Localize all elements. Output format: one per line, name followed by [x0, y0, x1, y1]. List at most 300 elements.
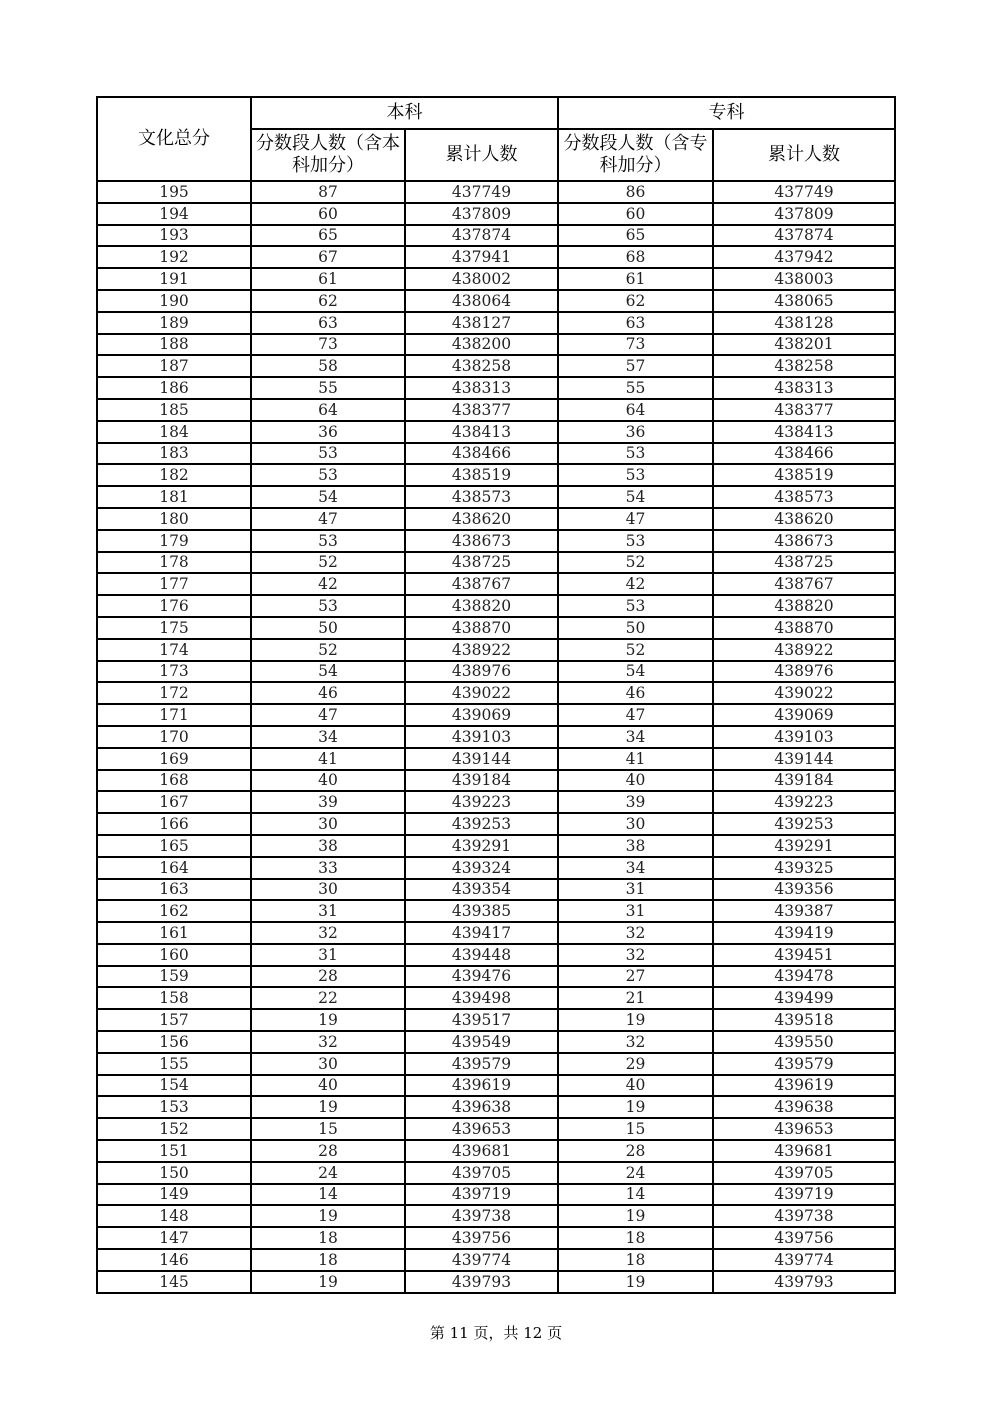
cell-college-cumulative: 439774 [713, 1249, 895, 1271]
cell-total-score: 146 [97, 1249, 251, 1271]
cell-college-cumulative: 439579 [713, 1053, 895, 1075]
cell-college-cumulative: 438466 [713, 443, 895, 465]
cell-college-segment: 29 [558, 1053, 713, 1075]
cell-undergrad-segment: 19 [251, 1009, 405, 1031]
cell-undergrad-cumulative: 439517 [405, 1009, 558, 1031]
cell-undergrad-segment: 19 [251, 1271, 405, 1293]
page-number-footer: 第 11 页，共 12 页 [429, 1324, 563, 1342]
cell-college-cumulative: 439184 [713, 770, 895, 792]
cell-undergrad-cumulative: 439705 [405, 1162, 558, 1184]
table-row [97, 900, 895, 922]
cell-undergrad-cumulative: 439223 [405, 791, 558, 813]
cell-undergrad-cumulative: 437749 [405, 181, 558, 203]
cell-college-segment: 55 [558, 377, 713, 399]
cell-total-score: 171 [97, 704, 251, 726]
table-row [97, 1227, 895, 1249]
cell-total-score: 194 [97, 203, 251, 225]
cell-undergrad-cumulative: 439103 [405, 726, 558, 748]
cell-total-score: 187 [97, 355, 251, 377]
cell-total-score: 183 [97, 443, 251, 465]
table-row [97, 1184, 895, 1206]
cell-undergrad-segment: 52 [251, 639, 405, 661]
cell-undergrad-cumulative: 438767 [405, 573, 558, 595]
cell-total-score: 190 [97, 290, 251, 312]
cell-college-cumulative: 438313 [713, 377, 895, 399]
cell-undergrad-cumulative: 439385 [405, 900, 558, 922]
cell-college-segment: 31 [558, 879, 713, 901]
cell-undergrad-segment: 30 [251, 1053, 405, 1075]
cell-total-score: 155 [97, 1053, 251, 1075]
cell-undergrad-segment: 34 [251, 726, 405, 748]
cell-undergrad-cumulative: 439738 [405, 1205, 558, 1227]
cell-undergrad-cumulative: 439756 [405, 1227, 558, 1249]
table-row [97, 181, 895, 203]
cell-total-score: 162 [97, 900, 251, 922]
cell-undergrad-cumulative: 437809 [405, 203, 558, 225]
cell-total-score: 186 [97, 377, 251, 399]
cell-total-score: 165 [97, 835, 251, 857]
cell-college-cumulative: 439719 [713, 1184, 895, 1206]
cell-college-segment: 46 [558, 682, 713, 704]
cell-college-cumulative: 439550 [713, 1031, 895, 1053]
cell-total-score: 167 [97, 791, 251, 813]
cell-undergrad-cumulative: 439579 [405, 1053, 558, 1075]
table-row [97, 922, 895, 944]
cell-college-segment: 27 [558, 966, 713, 988]
score-distribution-table [96, 96, 896, 1294]
cell-undergrad-cumulative: 439144 [405, 748, 558, 770]
table-row [97, 1075, 895, 1097]
table-row [97, 377, 895, 399]
cell-college-segment: 19 [558, 1271, 713, 1293]
table-row [97, 1162, 895, 1184]
cell-total-score: 154 [97, 1075, 251, 1097]
cell-college-segment: 38 [558, 835, 713, 857]
cell-college-cumulative: 439681 [713, 1140, 895, 1162]
cell-college-segment: 19 [558, 1205, 713, 1227]
cell-undergrad-segment: 28 [251, 1140, 405, 1162]
cell-undergrad-cumulative: 439476 [405, 966, 558, 988]
cell-undergrad-cumulative: 439253 [405, 813, 558, 835]
table-header [97, 97, 895, 181]
cell-undergrad-segment: 22 [251, 987, 405, 1009]
cell-college-cumulative: 439253 [713, 813, 895, 835]
cell-undergrad-segment: 53 [251, 464, 405, 486]
table-body [97, 181, 895, 1293]
cell-total-score: 152 [97, 1118, 251, 1140]
cell-undergrad-cumulative: 439498 [405, 987, 558, 1009]
cell-undergrad-cumulative: 437941 [405, 246, 558, 268]
cell-total-score: 151 [97, 1140, 251, 1162]
cell-undergrad-segment: 40 [251, 1075, 405, 1097]
cell-total-score: 147 [97, 1227, 251, 1249]
table-row [97, 1118, 895, 1140]
table-row [97, 312, 895, 334]
cell-college-segment: 54 [558, 661, 713, 683]
cell-college-segment: 15 [558, 1118, 713, 1140]
cell-undergrad-segment: 32 [251, 922, 405, 944]
table-row [97, 1271, 895, 1293]
table-row [97, 1249, 895, 1271]
cell-college-segment: 34 [558, 857, 713, 879]
table-row [97, 704, 895, 726]
cell-college-segment: 30 [558, 813, 713, 835]
cell-college-segment: 32 [558, 944, 713, 966]
cell-college-cumulative: 439738 [713, 1205, 895, 1227]
cell-college-cumulative: 439478 [713, 966, 895, 988]
table-row [97, 290, 895, 312]
cell-college-segment: 40 [558, 1075, 713, 1097]
table-row [97, 268, 895, 290]
cell-undergrad-segment: 64 [251, 399, 405, 421]
table-row [97, 552, 895, 574]
cell-undergrad-segment: 42 [251, 573, 405, 595]
cell-college-cumulative: 439291 [713, 835, 895, 857]
table-row [97, 835, 895, 857]
cell-undergrad-cumulative: 438258 [405, 355, 558, 377]
cell-undergrad-cumulative: 438413 [405, 421, 558, 443]
cell-college-cumulative: 438725 [713, 552, 895, 574]
cell-college-segment: 86 [558, 181, 713, 203]
table-row [97, 661, 895, 683]
cell-college-cumulative: 438201 [713, 334, 895, 356]
cell-college-cumulative: 438377 [713, 399, 895, 421]
table-row [97, 1205, 895, 1227]
cell-college-cumulative: 438413 [713, 421, 895, 443]
cell-total-score: 195 [97, 181, 251, 203]
cell-undergrad-segment: 15 [251, 1118, 405, 1140]
cell-total-score: 160 [97, 944, 251, 966]
cell-undergrad-cumulative: 439291 [405, 835, 558, 857]
table-row [97, 879, 895, 901]
cell-undergrad-cumulative: 439184 [405, 770, 558, 792]
cell-undergrad-cumulative: 439653 [405, 1118, 558, 1140]
cell-undergrad-segment: 31 [251, 944, 405, 966]
cell-total-score: 150 [97, 1162, 251, 1184]
cell-undergrad-cumulative: 438200 [405, 334, 558, 356]
cell-undergrad-segment: 36 [251, 421, 405, 443]
cell-undergrad-cumulative: 438976 [405, 661, 558, 683]
cell-undergrad-segment: 32 [251, 1031, 405, 1053]
cell-undergrad-segment: 73 [251, 334, 405, 356]
table-row [97, 1053, 895, 1075]
cell-undergrad-segment: 14 [251, 1184, 405, 1206]
cell-total-score: 168 [97, 770, 251, 792]
cell-college-cumulative: 438976 [713, 661, 895, 683]
cell-total-score: 161 [97, 922, 251, 944]
table-row [97, 421, 895, 443]
table-row [97, 203, 895, 225]
cell-college-segment: 31 [558, 900, 713, 922]
cell-undergrad-cumulative: 438377 [405, 399, 558, 421]
cell-college-cumulative: 439499 [713, 987, 895, 1009]
cell-college-segment: 61 [558, 268, 713, 290]
cell-college-segment: 32 [558, 922, 713, 944]
cell-college-segment: 54 [558, 486, 713, 508]
cell-undergrad-cumulative: 439774 [405, 1249, 558, 1271]
cell-college-cumulative: 439103 [713, 726, 895, 748]
cell-college-segment: 36 [558, 421, 713, 443]
cell-college-cumulative: 437942 [713, 246, 895, 268]
cell-college-segment: 63 [558, 312, 713, 334]
table-row [97, 944, 895, 966]
cell-college-segment: 18 [558, 1227, 713, 1249]
cell-undergrad-segment: 55 [251, 377, 405, 399]
cell-undergrad-cumulative: 439793 [405, 1271, 558, 1293]
cell-college-segment: 47 [558, 704, 713, 726]
cell-college-cumulative: 439387 [713, 900, 895, 922]
cell-total-score: 177 [97, 573, 251, 595]
cell-undergrad-segment: 40 [251, 770, 405, 792]
cell-college-segment: 41 [558, 748, 713, 770]
header-college-cumulative: 累计人数 [713, 129, 895, 181]
table-row [97, 399, 895, 421]
cell-college-cumulative: 437874 [713, 225, 895, 247]
cell-undergrad-segment: 53 [251, 595, 405, 617]
cell-total-score: 184 [97, 421, 251, 443]
header-total-score: 文化总分 [97, 97, 251, 181]
cell-total-score: 163 [97, 879, 251, 901]
cell-undergrad-cumulative: 438127 [405, 312, 558, 334]
cell-undergrad-segment: 52 [251, 552, 405, 574]
table-row [97, 682, 895, 704]
cell-college-segment: 68 [558, 246, 713, 268]
cell-college-cumulative: 439223 [713, 791, 895, 813]
cell-undergrad-segment: 47 [251, 704, 405, 726]
table-row [97, 748, 895, 770]
cell-college-cumulative: 438922 [713, 639, 895, 661]
table-row [97, 486, 895, 508]
table-row [97, 443, 895, 465]
cell-total-score: 170 [97, 726, 251, 748]
table-row [97, 966, 895, 988]
cell-college-segment: 32 [558, 1031, 713, 1053]
table-row [97, 246, 895, 268]
cell-undergrad-segment: 47 [251, 508, 405, 530]
cell-undergrad-segment: 60 [251, 203, 405, 225]
cell-undergrad-cumulative: 439448 [405, 944, 558, 966]
table-row [97, 791, 895, 813]
cell-college-cumulative: 438673 [713, 530, 895, 552]
header-college-group: 专科 [558, 97, 895, 129]
cell-undergrad-segment: 19 [251, 1096, 405, 1118]
table-row [97, 595, 895, 617]
cell-undergrad-segment: 53 [251, 530, 405, 552]
cell-college-cumulative: 438128 [713, 312, 895, 334]
cell-undergrad-cumulative: 439638 [405, 1096, 558, 1118]
table-row [97, 1140, 895, 1162]
cell-total-score: 176 [97, 595, 251, 617]
cell-college-cumulative: 439419 [713, 922, 895, 944]
cell-undergrad-segment: 67 [251, 246, 405, 268]
table-row [97, 508, 895, 530]
cell-college-segment: 47 [558, 508, 713, 530]
header-undergrad-segment: 分数段人数（含本科加分） [251, 129, 405, 181]
cell-college-cumulative: 439653 [713, 1118, 895, 1140]
cell-total-score: 153 [97, 1096, 251, 1118]
cell-undergrad-cumulative: 439324 [405, 857, 558, 879]
table-row [97, 1096, 895, 1118]
cell-undergrad-cumulative: 439022 [405, 682, 558, 704]
cell-college-cumulative: 439451 [713, 944, 895, 966]
cell-college-segment: 19 [558, 1009, 713, 1031]
cell-total-score: 181 [97, 486, 251, 508]
cell-college-segment: 19 [558, 1096, 713, 1118]
cell-college-cumulative: 439356 [713, 879, 895, 901]
cell-college-segment: 28 [558, 1140, 713, 1162]
cell-total-score: 189 [97, 312, 251, 334]
table-row [97, 726, 895, 748]
cell-college-cumulative: 437809 [713, 203, 895, 225]
cell-college-segment: 52 [558, 639, 713, 661]
cell-undergrad-cumulative: 437874 [405, 225, 558, 247]
cell-undergrad-segment: 19 [251, 1205, 405, 1227]
cell-total-score: 193 [97, 225, 251, 247]
cell-undergrad-cumulative: 438466 [405, 443, 558, 465]
cell-undergrad-segment: 33 [251, 857, 405, 879]
cell-total-score: 174 [97, 639, 251, 661]
cell-college-segment: 39 [558, 791, 713, 813]
cell-college-segment: 21 [558, 987, 713, 1009]
cell-undergrad-segment: 54 [251, 486, 405, 508]
cell-undergrad-cumulative: 439417 [405, 922, 558, 944]
cell-total-score: 185 [97, 399, 251, 421]
cell-college-cumulative: 439144 [713, 748, 895, 770]
cell-undergrad-segment: 24 [251, 1162, 405, 1184]
cell-total-score: 148 [97, 1205, 251, 1227]
cell-total-score: 180 [97, 508, 251, 530]
cell-college-segment: 62 [558, 290, 713, 312]
cell-undergrad-segment: 28 [251, 966, 405, 988]
cell-undergrad-cumulative: 438064 [405, 290, 558, 312]
cell-undergrad-cumulative: 438820 [405, 595, 558, 617]
cell-college-segment: 53 [558, 595, 713, 617]
cell-total-score: 169 [97, 748, 251, 770]
cell-college-segment: 40 [558, 770, 713, 792]
cell-total-score: 179 [97, 530, 251, 552]
cell-undergrad-segment: 18 [251, 1227, 405, 1249]
cell-undergrad-segment: 54 [251, 661, 405, 683]
cell-college-cumulative: 438573 [713, 486, 895, 508]
cell-total-score: 156 [97, 1031, 251, 1053]
cell-total-score: 191 [97, 268, 251, 290]
cell-undergrad-cumulative: 438002 [405, 268, 558, 290]
cell-college-cumulative: 438620 [713, 508, 895, 530]
cell-undergrad-segment: 18 [251, 1249, 405, 1271]
cell-undergrad-cumulative: 438620 [405, 508, 558, 530]
cell-undergrad-segment: 58 [251, 355, 405, 377]
cell-undergrad-cumulative: 438673 [405, 530, 558, 552]
cell-college-segment: 57 [558, 355, 713, 377]
cell-college-cumulative: 439756 [713, 1227, 895, 1249]
cell-college-cumulative: 439793 [713, 1271, 895, 1293]
cell-undergrad-segment: 31 [251, 900, 405, 922]
cell-college-cumulative: 439325 [713, 857, 895, 879]
cell-undergrad-cumulative: 438519 [405, 464, 558, 486]
cell-undergrad-cumulative: 439681 [405, 1140, 558, 1162]
table-row [97, 617, 895, 639]
cell-total-score: 192 [97, 246, 251, 268]
cell-college-cumulative: 439619 [713, 1075, 895, 1097]
table-row [97, 1031, 895, 1053]
table-row [97, 1009, 895, 1031]
cell-college-segment: 64 [558, 399, 713, 421]
cell-college-segment: 53 [558, 530, 713, 552]
cell-college-cumulative: 438519 [713, 464, 895, 486]
cell-college-segment: 53 [558, 443, 713, 465]
cell-undergrad-cumulative: 439719 [405, 1184, 558, 1206]
cell-college-cumulative: 438003 [713, 268, 895, 290]
cell-undergrad-segment: 30 [251, 813, 405, 835]
cell-undergrad-segment: 63 [251, 312, 405, 334]
cell-undergrad-segment: 38 [251, 835, 405, 857]
cell-college-segment: 60 [558, 203, 713, 225]
cell-total-score: 166 [97, 813, 251, 835]
cell-college-cumulative: 439022 [713, 682, 895, 704]
header-undergrad-cumulative: 累计人数 [405, 129, 558, 181]
cell-college-segment: 73 [558, 334, 713, 356]
cell-undergrad-cumulative: 439069 [405, 704, 558, 726]
cell-undergrad-segment: 62 [251, 290, 405, 312]
cell-college-segment: 52 [558, 552, 713, 574]
cell-total-score: 182 [97, 464, 251, 486]
cell-undergrad-segment: 61 [251, 268, 405, 290]
cell-college-cumulative: 439518 [713, 1009, 895, 1031]
cell-undergrad-cumulative: 438922 [405, 639, 558, 661]
table-row [97, 355, 895, 377]
cell-undergrad-cumulative: 438725 [405, 552, 558, 574]
cell-undergrad-cumulative: 438870 [405, 617, 558, 639]
cell-total-score: 173 [97, 661, 251, 683]
table-row [97, 857, 895, 879]
cell-undergrad-cumulative: 439619 [405, 1075, 558, 1097]
cell-college-segment: 24 [558, 1162, 713, 1184]
cell-total-score: 178 [97, 552, 251, 574]
cell-college-segment: 53 [558, 464, 713, 486]
header-college-segment: 分数段人数（含专科加分） [558, 129, 713, 181]
cell-undergrad-segment: 39 [251, 791, 405, 813]
cell-undergrad-cumulative: 439549 [405, 1031, 558, 1053]
table-row [97, 770, 895, 792]
cell-total-score: 188 [97, 334, 251, 356]
cell-undergrad-segment: 41 [251, 748, 405, 770]
cell-undergrad-cumulative: 438313 [405, 377, 558, 399]
cell-undergrad-cumulative: 438573 [405, 486, 558, 508]
cell-undergrad-segment: 87 [251, 181, 405, 203]
cell-college-segment: 18 [558, 1249, 713, 1271]
cell-college-cumulative: 438870 [713, 617, 895, 639]
table-row [97, 464, 895, 486]
table-row [97, 987, 895, 1009]
cell-undergrad-segment: 65 [251, 225, 405, 247]
cell-total-score: 164 [97, 857, 251, 879]
cell-college-segment: 14 [558, 1184, 713, 1206]
table-row [97, 573, 895, 595]
cell-college-segment: 42 [558, 573, 713, 595]
table-row [97, 813, 895, 835]
header-undergrad-group: 本科 [251, 97, 558, 129]
cell-total-score: 157 [97, 1009, 251, 1031]
cell-college-cumulative: 437749 [713, 181, 895, 203]
cell-undergrad-cumulative: 439354 [405, 879, 558, 901]
cell-college-cumulative: 439705 [713, 1162, 895, 1184]
table-row [97, 530, 895, 552]
table-row [97, 225, 895, 247]
cell-college-segment: 34 [558, 726, 713, 748]
cell-total-score: 145 [97, 1271, 251, 1293]
cell-undergrad-segment: 53 [251, 443, 405, 465]
cell-total-score: 149 [97, 1184, 251, 1206]
